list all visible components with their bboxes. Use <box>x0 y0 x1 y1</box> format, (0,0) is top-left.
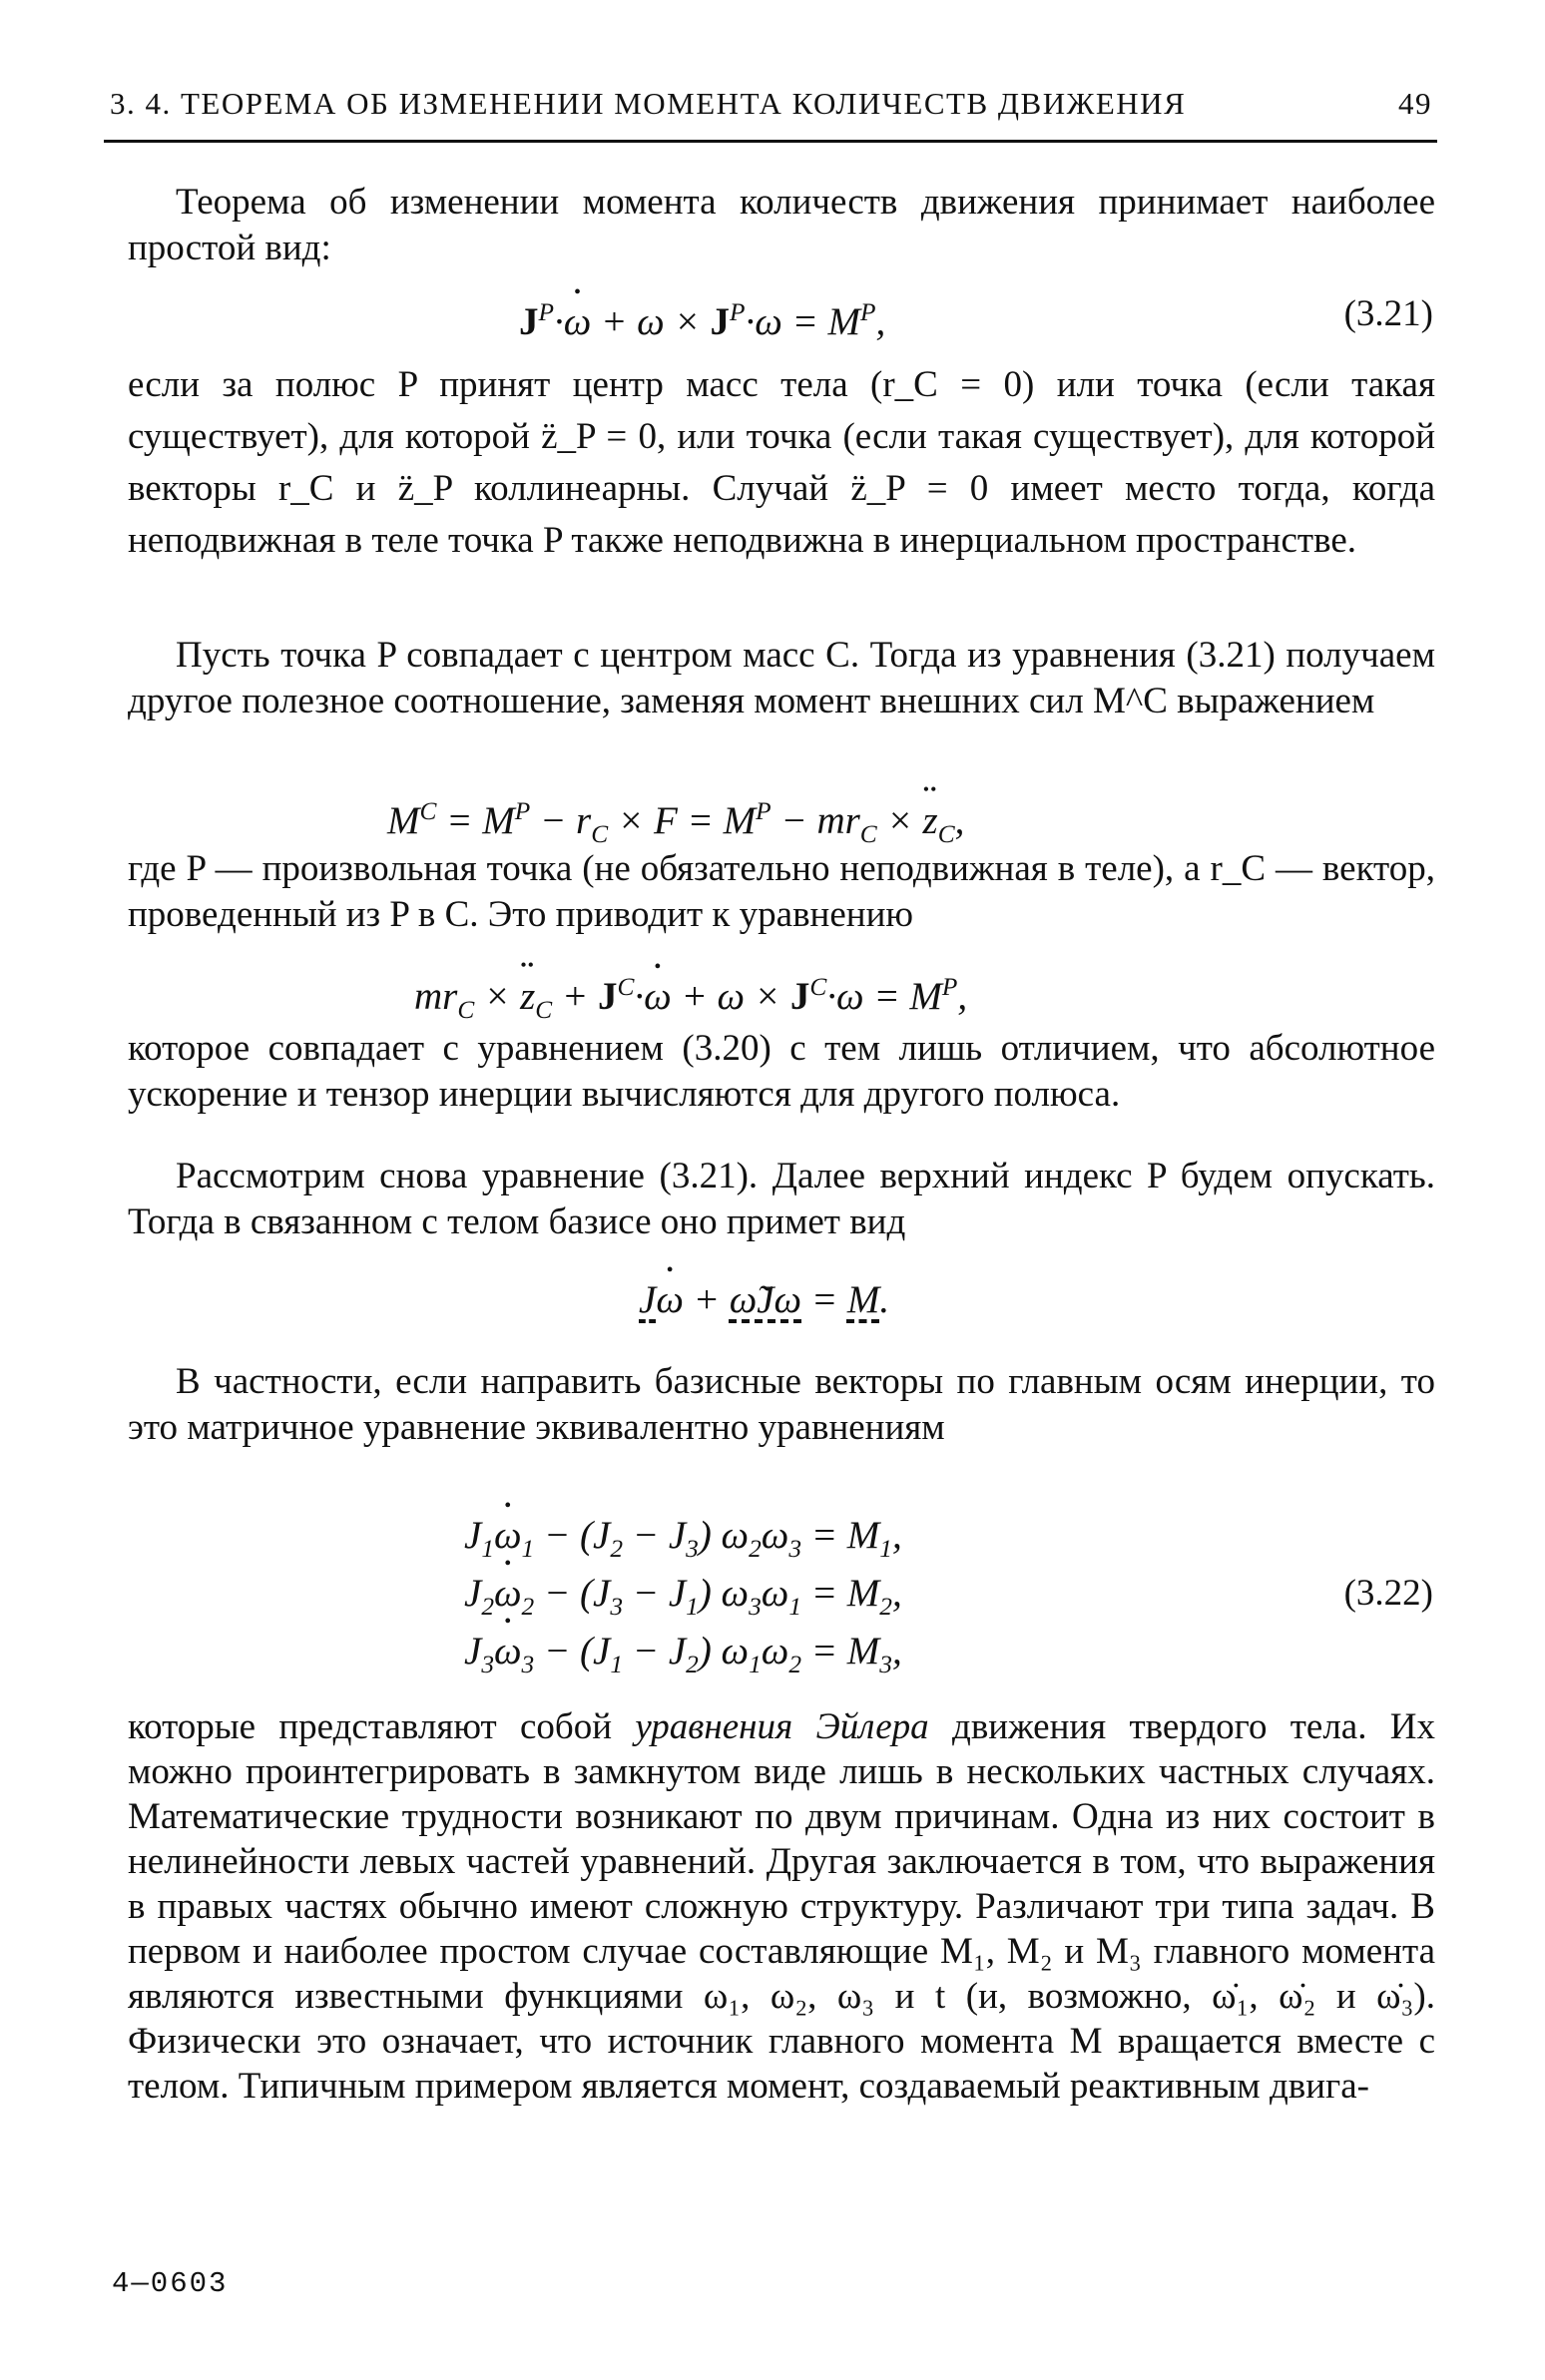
euler-equation-2: $J_2•$ $\omega_2 - (J_3 - J_1) \omega_3\omega_1 = M_2$, <box>464 1571 902 1630</box>
equation-moment-center: $M^C = M^P - r_C \times F = M^P - mr_C$ × •• $z_C$, <box>387 788 964 857</box>
printer-signature: 4—0603 <box>112 2267 229 2300</box>
equation-matrix-form: J• ω + ω̃Jω = M. <box>639 1277 889 1323</box>
paragraph-1: Теорема об изменении момента количеств движения принимает наиболее простой вид: <box>128 182 1435 268</box>
header-section-title: 3. 4. ТЕОРЕМА ОБ ИЗМЕНЕНИИ МОМЕНТА КОЛИЧЕСТВ ДВИЖЕНИЯ <box>110 86 1187 121</box>
running-header <box>110 86 1432 122</box>
euler-equation-3: $J_3•$ $\omega_3 - (J_1 - J_2) \omega_1\omega_2 = M_3$, <box>464 1629 902 1687</box>
equation-number-3-21: (3.21) <box>1343 293 1433 334</box>
paragraph-4: где P — произвольная точка (не обязательно неподвижная в теле), а r_C — вектор, проведенный из P в C. Это приводит к уравнению <box>128 848 1435 935</box>
equation-center-of-mass: $mr_C$ × •• $z_C$ + $J^C\cdot•$ $\omega + \omega \times J^C\cdot\omega = M^P$, <box>414 964 967 1033</box>
paragraph-7: В частности, если направить базисные векторы по главным осям инерции, то это матричное уравнение эквивалентно уравнениям <box>128 1361 1435 1448</box>
paragraph-2: если за полюс P принят центр масс тела (r_C = 0) или точка (если такая существует), для которой z̈_P = 0, или точка (если такая существует), для которой векторы r_C и z̈_P коллинеарны. Случай z̈_P = 0 имеет место тогда, когда неподвижная в теле точка P также неподвижна в инерциальном пространстве. <box>128 364 1435 561</box>
paragraph-8-rest: движения твердого тела. Их можно проинтегрировать в замкнутом виде лишь в нескольких частных случаях. Математические трудности возникают по двум причинам. Одна из них состоит в нелинейности левых частей уравнений. Другая заключается в том, что выражения в правых частях обычно имеют сложную структуру. Различают три типа задач. В первом и наиболее простом случае составляющие M₁, M₂ и M₃ главного момента являются известными функциями ω₁, ω₂, ω₃ и t (и, возможно, ω̇₁, ω̇₂ и ω̇₃). Физически это означает, что источник главного момента M вращается вместе с телом. Типичным примером является момент, создаваемый реактивным двига- <box>128 1706 1435 2107</box>
paragraph-8 <box>128 1704 1435 2109</box>
header-rule <box>104 140 1437 143</box>
paragraph-3: Пусть точка P совпадает с центром масс C. Тогда из уравнения (3.21) получаем другое полезное соотношение, заменяя момент внешних сил M^C выражением <box>128 635 1435 721</box>
euler-equations-term: уравнения Эйлера <box>635 1706 929 1747</box>
page-number: 49 <box>1398 86 1432 121</box>
paragraph-6: Рассмотрим снова уравнение (3.21). Далее верхний индекс P будем опускать. Тогда в связанном с телом базисе оно примет вид <box>128 1156 1435 1242</box>
euler-equation-1: $J_1•$ $\omega_1 - (J_2 - J_3) \omega_2\omega_3 = M_1$, <box>464 1513 902 1572</box>
paragraph-5: которое совпадает с уравнением (3.20) с тем лишь отличием, что абсолютное ускорение и тензор инерции вычисляются для другого полюса. <box>128 1028 1435 1115</box>
equation-number-3-22: (3.22) <box>1343 1573 1433 1614</box>
equation-3-21: $J^P\cdot•$ $\omega + \omega \times J^P\cdot\omega = M^P$, <box>519 289 885 345</box>
paragraph-8-start: которые представляют собой <box>128 1706 636 1747</box>
